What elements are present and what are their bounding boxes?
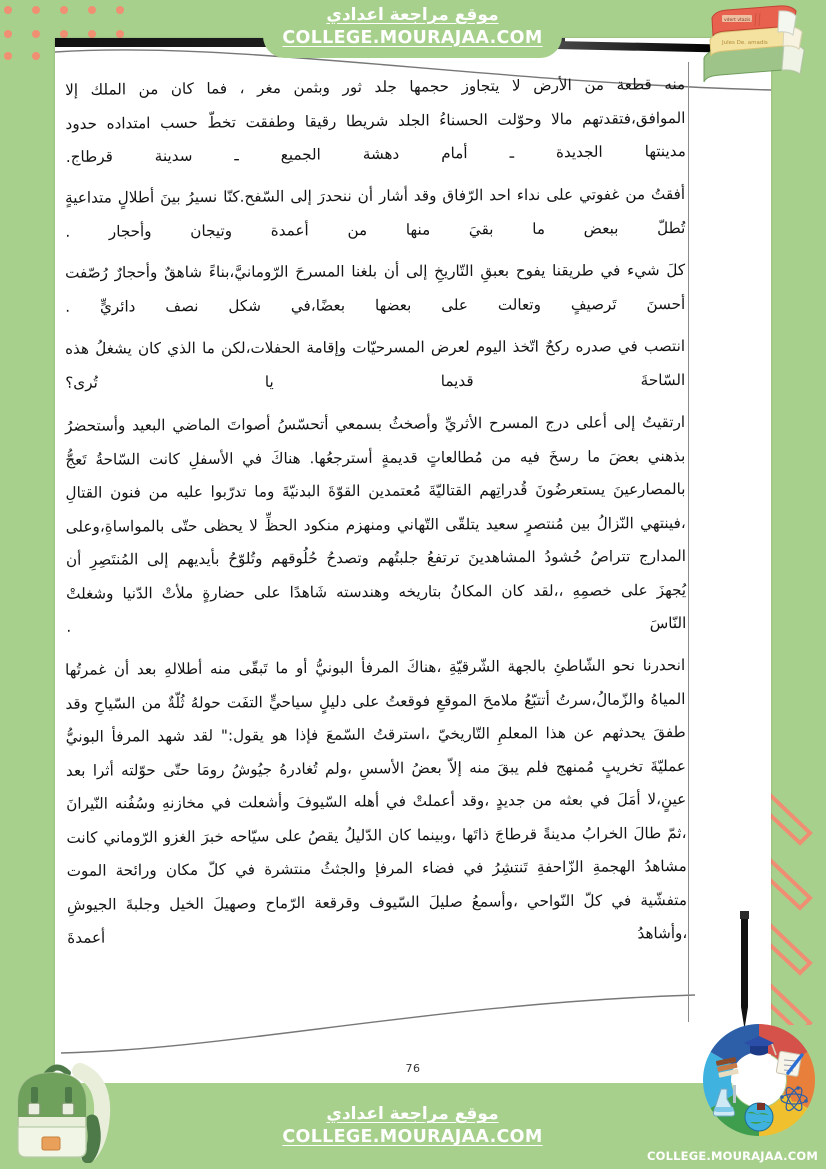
svg-text:vdert vtazis.: vdert vtazis. [724,18,752,23]
paragraph: منه قطعة من الأرض لا يتجاوز حجمها جلد ثور وبثمن مغر ، فما كان من الملك إلا الموافق،فتقدتهم مالا وحوّلت الحسناءُ الجلد شريطا رقيقا وطفقت تخطّ حسب امتداده حدود مدينتها الجديدة ـ أمام دهشة الجميع ـ سدينة قرطاج. [65,74,686,166]
page-bottom-curve [55,979,771,1059]
site-header-banner [263,0,562,58]
site-title-arabic: موقع مراجعة اعدادي [326,5,499,25]
page-number: 76 [405,1062,421,1075]
education-wheel-icon [698,1019,820,1141]
text-column-rule [688,62,689,1022]
article-body [65,68,688,951]
site-url-footer[interactable]: COLLEGE.MOURAJAA.COM [282,1127,543,1148]
site-footer-banner [255,1095,570,1155]
watermark-url: COLLEGE.MOURAJAA.COM [646,1149,818,1163]
scanned-book-page [55,38,771,1083]
svg-text:Jules De. amadis: Jules De. amadis [722,40,768,46]
paragraph: انحدرنا نحو الشّاطئِ بالجهة الشّرقيّةِ ،هناكَ المرفأ البونيُّ أو ما تَبقّى منه أطلالهِ بعد أن غمرتُها المياهُ والزّمالُ،سرتُ أتتبّعُ ملامحَ الموقعِ فوقعتُ على دليلٍ سياحيٍّ التفَت حولهُ ثُلّةٌ من السّياحِ وقد طفقَ يحدثهم عن هذا المعلمِ التّاريخيّ ،استرقتُ السّمعَ فإذا هو يقول:" لقد شهد المرفأ البونيُّ عمليّةَ تخريبٍ مُمنهج فلم يبقَ منه إلاّ بعضُ الأسسِ ،ولم تُغادرهُ جيُوشُ رومَا حتّى حوّلته أثرا بعد عينٍ،لا أمَلَ في بعثه من جديدٍ ،وقد أعملتْ في أهله السّيوفَ وأشعلت في مخازنهِ وسُفُنه النّيرانَ ،ثمّ طالَ الخرابُ مدينةً قرطاجَ ذاتَها ،وبينما كان الدّليلُ يقصُ على سيّاحه خبرَ الغزو الرّوماني كانت مشاهدُ الهجمةِ الزّاحفةِ تَنتشِرُ في فضاء المرفإ والجثثُ منتشرة في كلّ مكان ورائحة الموت متفشّية في كلّ النّواحي ،وأسمعُ صليلَ السّيوف وقرقعة الرّماح وصهيلَ الخيل وجلبةَ الجيوشِ ،وأشاهدُ أعمدةَ [65,655,688,947]
backpack-icon [4,1051,124,1163]
pen-icon [732,911,758,1031]
site-url-header[interactable]: COLLEGE.MOURAJAA.COM [282,27,543,48]
paragraph: انتصب في صدره ركحٌ اتّخذ اليوم لعرض المسرحيّات وإقامة الحفلات،لكن ما الذي كان يشغلُ هذه السّاحةَ قديما يا تُرى؟ [65,336,686,391]
paragraph: ارتقيتُ إلى أعلى درج المسرح الأثريِّ وأصخثُ بسمعي أتحسّسُ أصواتَ الماضي البعيد وأستحضرُ بذهني بعضَ ما رسخَ فيه من مُطالعاتٍ قديمةٍ أسترجعُها. هناكَ في الأسفلِ كانت السّاحةُ تَعجُّ بالمصارعينَ يستعرضُونَ قُدراتِهم القتاليّةَ مُعتمدين القوّةَ البدنيّةَ وما تدرّبوا عليه من فنون القتالِ ،فينتهي النّزالُ بين مُنتصرٍ سعيد يتلقّى التّهاني ومنهزم منكود الحظِّ لا يحظى حتّى بالمواساةِ،وعلى المدارج تتراصُ حُشودُ المشاهدينَ ترتفعُ جلبتُهم وتصدحُ حُلُوقهم وتُلوّحُ بأيديهم إلى المُنتَصِرِ أن يُجهزَ على خصمِهِ ،،لقد كان المكانُ بتاريخه وهندسته شَاهدًا على حضارةٍ ملأتْ الدّنيا وشغلتْ النّاسَ . [65,412,687,636]
paragraph: كلَ شيء في طريقنا يفوح بعبقِ التّاريخِ إلى أن بلغنا المسرحَ الرّومانيَّ،بناءً شاهقٌ وأحجارٌ رُصّفت أحسنَ تَرصيفٍ وتعالت على بعضها بعضًا،في شكل نصف دائريٍّ . [65,260,686,315]
site-title-arabic-footer: موقع مراجعة اعدادي [326,1104,499,1125]
paragraph: أفقتُ من غفوتي على نداء احد الرّفاق وقد أشار أن ننحدرَ إلى السّفح.كنّا نسيرُ بينَ أطلالٍ متداعيةٍ تُطلّ ببعض ما بقيَ منها من أعمدة وتيجان وأحجار . [65,184,686,240]
stack-of-books-icon [696,4,820,84]
